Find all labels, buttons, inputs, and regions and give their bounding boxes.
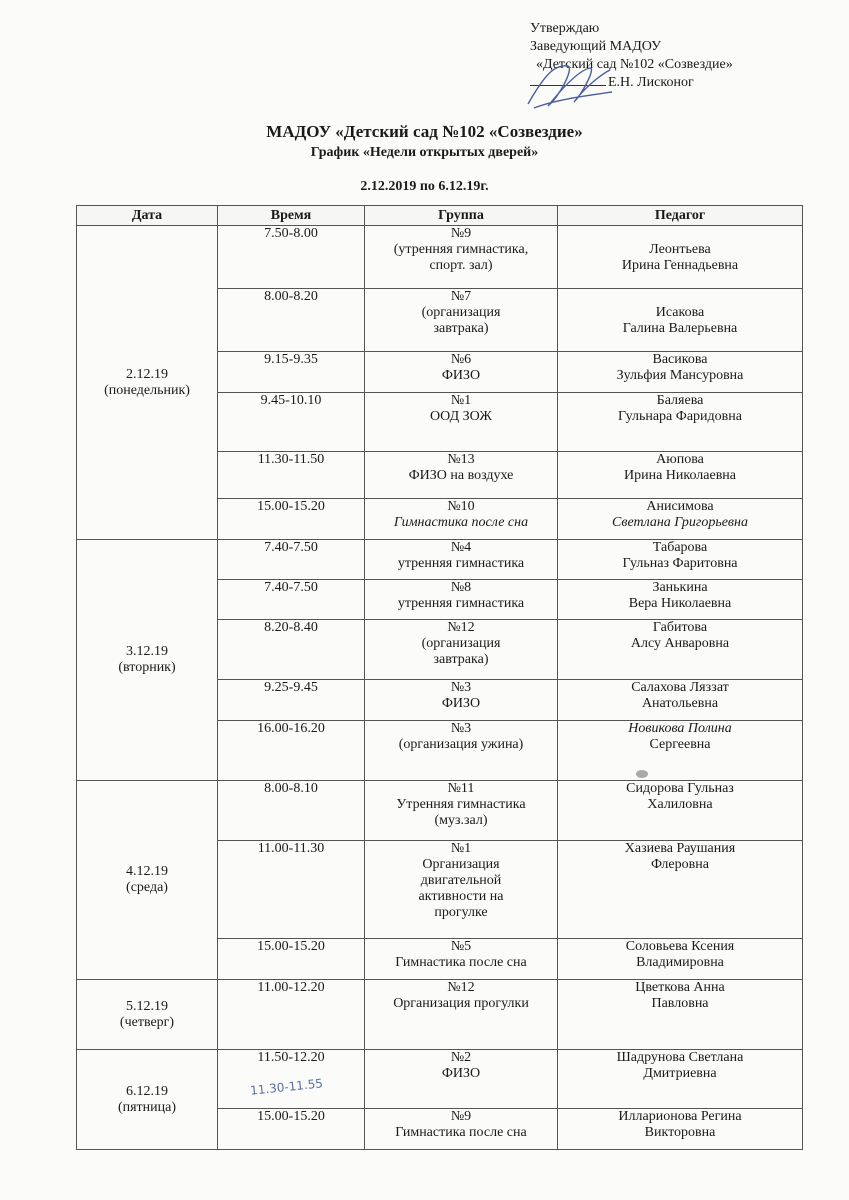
teacher-line: Аюпова	[656, 452, 704, 467]
time-cell: 7.50-8.00	[218, 226, 365, 289]
date-value: 2.12.19	[126, 366, 168, 382]
teacher-line: Зульфия Мансуровна	[616, 368, 744, 383]
teacher-line: Алсу Анваровна	[630, 636, 730, 651]
teacher-line: Занькина	[652, 580, 708, 595]
date-value: 3.12.19	[126, 644, 168, 659]
group-line: утренняя гимнастика	[397, 596, 525, 611]
table-row	[77, 226, 803, 289]
teacher-line: Сидорова Гульназ	[626, 781, 734, 796]
group-line: №12	[447, 980, 475, 995]
teacher-line: Гульнара Фаридовна	[618, 409, 742, 424]
table-row	[77, 1050, 803, 1109]
teacher-line: Салахова Ляззат	[631, 680, 729, 695]
group-line: Утренняя гимнастика	[396, 797, 526, 812]
group-cell	[365, 393, 558, 452]
date-cell	[77, 226, 218, 540]
col-header-group: Группа	[365, 206, 558, 226]
group-cell	[365, 939, 558, 980]
time-cell: 16.00-16.20	[218, 721, 365, 781]
teacher-line: Табарова	[652, 540, 708, 555]
teacher-cell	[558, 1050, 803, 1109]
time-cell: 9.25-9.45	[218, 680, 365, 721]
group-line: №13	[447, 452, 475, 467]
weekday-value: (пятница)	[117, 1099, 177, 1115]
teacher-cell	[558, 226, 803, 289]
time-cell: 9.45-10.10	[218, 393, 365, 452]
group-line: №9	[450, 226, 472, 241]
col-header-teacher: Педагог	[558, 206, 803, 226]
teacher-line: Васикова	[652, 352, 708, 367]
weekday-value: (среда)	[126, 880, 168, 895]
group-line: (муз.зал)	[434, 813, 488, 828]
group-cell	[365, 289, 558, 352]
group-cell	[365, 721, 558, 781]
weekday-value: (понедельник)	[104, 382, 190, 398]
ink-smudge	[636, 770, 648, 778]
time-cell: 11.30-11.50	[218, 452, 365, 499]
date-cell	[77, 781, 218, 980]
teacher-line: Хазиева Раушания	[624, 841, 736, 856]
group-line: спорт. зал)	[429, 258, 493, 273]
table-row	[77, 980, 803, 1050]
group-line: №3	[450, 680, 472, 695]
group-line: №12	[447, 620, 475, 635]
date-cell	[77, 1050, 218, 1150]
group-line: №7	[450, 289, 472, 304]
teacher-cell	[558, 540, 803, 580]
group-line: №8	[450, 580, 472, 595]
teacher-line: Вера Николаевна	[628, 596, 732, 611]
col-header-date: Дата	[77, 206, 218, 226]
teacher-cell	[558, 393, 803, 452]
teacher-line: Соловьева Ксения	[625, 939, 735, 954]
teacher-line: Леонтьева	[649, 242, 711, 257]
period-dates: 2.12.2019 по 6.12.19г.	[360, 179, 489, 194]
group-line: ООД ЗОЖ	[430, 409, 492, 424]
group-cell	[365, 781, 558, 841]
teacher-line: Шадрунова Светлана	[616, 1050, 744, 1065]
teacher-line: Дмитриевна	[643, 1066, 717, 1081]
handwritten-note: 11.30-11.55	[249, 1076, 324, 1098]
teacher-line: Исакова	[655, 305, 705, 320]
group-line: №1	[450, 841, 472, 856]
time-cell: 11.50-12.20	[218, 1050, 365, 1109]
group-line: завтрака)	[433, 652, 489, 667]
teacher-cell	[558, 452, 803, 499]
group-line: (организация	[421, 636, 501, 651]
teacher-line: Гульназ Фаритовна	[622, 556, 738, 571]
teacher-cell	[558, 721, 803, 781]
group-cell	[365, 540, 558, 580]
teacher-cell	[558, 980, 803, 1050]
group-cell	[365, 680, 558, 721]
group-cell	[365, 620, 558, 680]
schedule-table	[76, 205, 803, 1150]
teacher-line: Владимировна	[636, 955, 724, 970]
teacher-line: Светлана Григорьевна	[612, 515, 748, 530]
teacher-cell	[558, 680, 803, 721]
teacher-cell	[558, 580, 803, 620]
weekday-value: (четверг)	[119, 1014, 175, 1030]
time-cell: 9.15-9.35	[218, 352, 365, 393]
teacher-cell	[558, 352, 803, 393]
weekday-value: (вторник)	[118, 660, 176, 675]
teacher-line: Анатольевна	[641, 696, 719, 711]
teacher-line	[560, 289, 800, 305]
group-cell	[365, 841, 558, 939]
time-cell: 15.00-15.20	[218, 1109, 365, 1150]
group-line: №2	[450, 1050, 472, 1065]
time-cell: 7.40-7.50	[218, 540, 365, 580]
group-line: завтрака)	[433, 321, 489, 336]
date-value: 6.12.19	[126, 1083, 168, 1099]
group-line: прогулке	[434, 905, 488, 920]
teacher-cell	[558, 841, 803, 939]
group-line: ФИЗО	[441, 368, 481, 383]
table-header-row	[77, 206, 803, 226]
teacher-cell	[558, 289, 803, 352]
time-cell: 15.00-15.20	[218, 499, 365, 540]
group-line: двигательной	[420, 873, 502, 888]
signer-name: Е.Н. Лисконог	[608, 75, 694, 90]
approval-line-3: «Детский сад №102 «Созвездие»	[536, 57, 733, 72]
teacher-line	[560, 226, 800, 242]
group-line: №3	[450, 721, 472, 736]
group-line: Гимнастика после сна	[393, 515, 529, 530]
teacher-cell	[558, 620, 803, 680]
teacher-line: Викторовна	[644, 1125, 716, 1140]
group-line: ФИЗО	[441, 696, 481, 711]
teacher-cell	[558, 781, 803, 841]
group-line: Гимнастика после сна	[395, 955, 527, 970]
teacher-line: Ирина Николаевна	[623, 468, 737, 483]
date-cell	[77, 980, 218, 1050]
group-line: активности на	[418, 889, 504, 904]
group-cell	[365, 1109, 558, 1150]
teacher-line: Халиловна	[647, 797, 713, 812]
teacher-cell	[558, 499, 803, 540]
table-row	[77, 540, 803, 580]
group-line: №11	[447, 781, 475, 796]
group-line: №10	[447, 499, 475, 514]
teacher-cell	[558, 939, 803, 980]
teacher-cell	[558, 1109, 803, 1150]
group-cell	[365, 352, 558, 393]
group-line: №4	[450, 540, 472, 555]
time-cell: 8.00-8.20	[218, 289, 365, 352]
teacher-line: Павловна	[651, 996, 709, 1011]
time-cell: 11.00-11.30	[218, 841, 365, 939]
time-cell: 8.00-8.10	[218, 781, 365, 841]
date-value: 5.12.19	[126, 998, 168, 1014]
approval-line-2: Заведующий МАДОУ	[530, 39, 661, 54]
group-cell	[365, 1050, 558, 1109]
group-line: ФИЗО	[441, 1066, 481, 1081]
teacher-line: Сергеевна	[649, 737, 711, 752]
teacher-line: Ирина Геннадьевна	[621, 258, 739, 273]
group-line: (организация ужина)	[398, 737, 524, 752]
approval-line-1: Утверждаю	[530, 21, 600, 36]
teacher-line: Цветкова Анна	[635, 980, 725, 995]
org-title: МАДОУ «Детский сад №102 «Созвездие»	[266, 122, 583, 141]
group-line: №1	[450, 393, 472, 408]
group-line: №6	[450, 352, 472, 367]
group-line: утренняя гимнастика	[397, 556, 525, 571]
teacher-line: Габитова	[652, 620, 708, 635]
group-line: (утренняя гимнастика,	[393, 242, 529, 257]
date-value: 4.12.19	[126, 864, 168, 879]
group-line: №5	[450, 939, 472, 954]
col-header-time: Время	[218, 206, 365, 226]
table-body	[77, 226, 803, 1150]
group-line: Организация прогулки	[393, 996, 529, 1011]
teacher-line: Флеровна	[651, 857, 709, 872]
group-cell	[365, 980, 558, 1050]
table-row	[77, 781, 803, 841]
time-cell: 7.40-7.50	[218, 580, 365, 620]
teacher-line: Баляева	[656, 393, 704, 408]
schedule-title: График «Недели открытых дверей»	[310, 145, 539, 160]
group-line: Гимнастика после сна	[395, 1125, 527, 1140]
group-line: Организация	[422, 857, 500, 872]
group-cell	[365, 499, 558, 540]
teacher-line: Анисимова	[646, 499, 714, 514]
group-cell	[365, 226, 558, 289]
group-line: ФИЗО на воздухе	[408, 468, 514, 483]
time-cell: 11.00-12.20	[218, 980, 365, 1050]
teacher-line: Новикова Полина	[628, 721, 732, 736]
group-cell	[365, 452, 558, 499]
group-line: (организация	[421, 305, 501, 320]
group-line: №9	[450, 1109, 472, 1124]
date-cell	[77, 540, 218, 781]
teacher-line: Галина Валерьевна	[622, 321, 738, 336]
time-cell: 15.00-15.20	[218, 939, 365, 980]
teacher-line: Илларионова Регина	[618, 1109, 742, 1124]
group-cell	[365, 580, 558, 620]
time-cell: 8.20-8.40	[218, 620, 365, 680]
signature-icon	[524, 56, 614, 112]
